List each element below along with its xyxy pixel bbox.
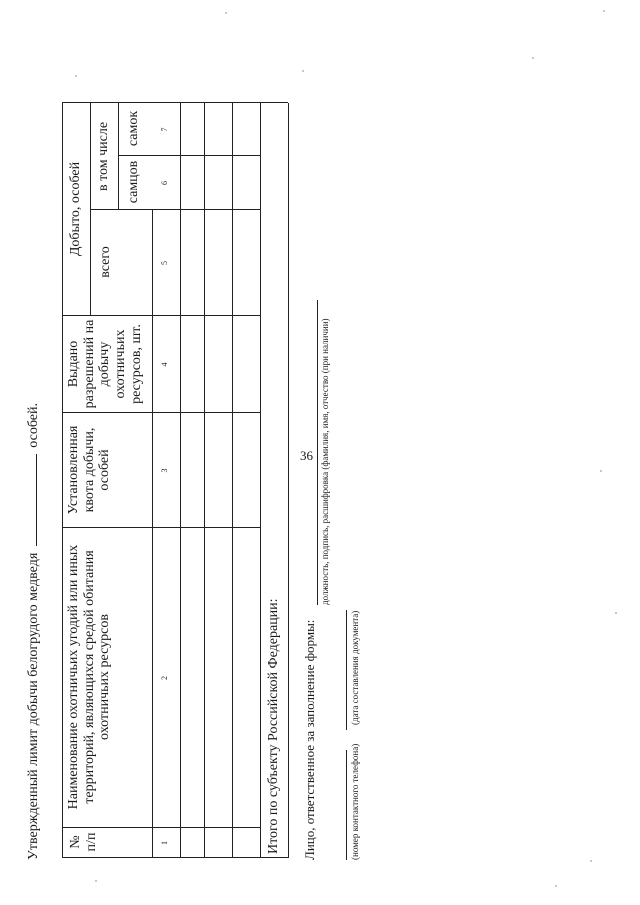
header-permits: Выдано разрешений на добычу охотничьих ресурсов, шт. [66,319,144,409]
header-females: самок [126,110,141,147]
date-caption: (дата составления документа) [350,610,360,725]
limit-line-suffix: особей. [26,403,41,448]
signature-line [317,300,318,605]
header-males: самцов [126,160,141,204]
signature-caption: должность, подпись, расшифровка (фамилия, имя, отчество (при наличии) [320,318,330,605]
limit-line [26,403,42,860]
column-number-7: 7 [160,127,169,132]
phone-caption: (номер контактного телефона) [350,743,360,860]
header-including: в том числе [96,121,111,192]
column-number-2: 2 [160,676,169,680]
report-table [62,103,288,858]
date-line [346,610,347,730]
column-number-1: 1 [160,841,169,845]
header-territory-name: Наименование охотничьих угодий или иных территорий, являющихся средой обитания охотничьих ресурсов [66,544,113,810]
limit-blank [36,454,37,546]
scan-speck [555,885,557,887]
header-quota: Установленная квота добычи, особей [66,425,113,515]
responsible-label: Лицо, ответственное за заполнение формы: [302,619,317,860]
scan-speck [225,12,227,14]
column-number-3: 3 [160,468,169,473]
page-number: 36 [300,448,313,463]
column-number-5: 5 [160,261,169,265]
scan-speck [603,10,605,12]
header-number: № п/п [68,832,99,852]
phone-line [346,750,347,860]
column-number-4: 4 [160,362,169,367]
scan-speck [532,57,534,59]
rotated-form-sheet [20,60,620,880]
limit-line-prefix: Утвержденный лимит добычи белогрудого медведя [26,552,41,860]
header-total: всего [98,246,113,278]
total-row-label: Итого по субъекту Российской Федерации: [266,598,281,854]
header-taken: Добыто, особей [68,161,83,257]
scan-speck [95,880,97,882]
column-number-6: 6 [160,181,169,185]
